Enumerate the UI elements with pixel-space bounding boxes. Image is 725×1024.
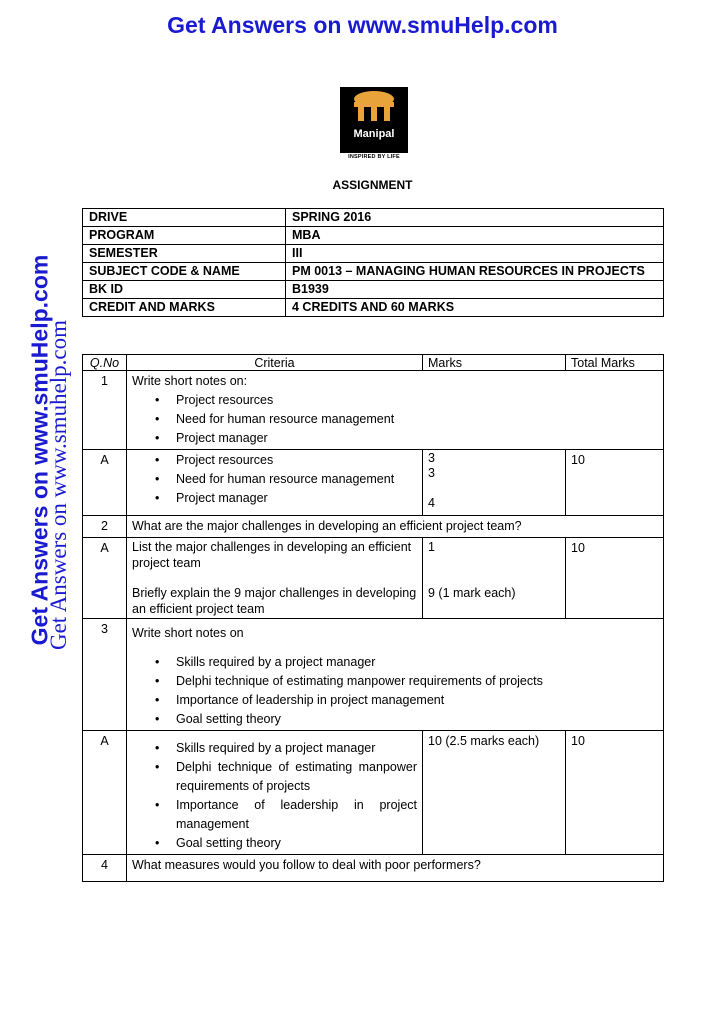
q-criteria xyxy=(127,731,423,855)
q-number: 4 xyxy=(83,855,127,882)
header-marks: Marks xyxy=(423,355,566,371)
info-row xyxy=(83,209,664,227)
q-intro: Write short notes on xyxy=(132,626,244,640)
list-item: • Project resources xyxy=(176,391,658,410)
table-row-q4 xyxy=(83,855,664,882)
list-item: • Project manager xyxy=(176,429,658,448)
table-row-a1 xyxy=(83,450,664,516)
total-marks-cell: 10 xyxy=(566,450,664,516)
info-label: SEMESTER xyxy=(83,245,286,263)
table-row-a3 xyxy=(83,731,664,855)
criteria-part: Briefly explain the 9 major challenges in developing an efficient project team xyxy=(132,586,417,616)
marks-cell xyxy=(423,538,566,619)
bullet-list xyxy=(132,739,417,853)
info-label: SUBJECT CODE & NAME xyxy=(83,263,286,281)
list-item: • Need for human resource management xyxy=(176,410,658,429)
marks-value: 3 xyxy=(428,451,435,465)
q-number: A xyxy=(83,731,127,855)
info-value: SPRING 2016 xyxy=(286,209,664,227)
bullet-list xyxy=(132,653,658,729)
marks-cell xyxy=(423,450,566,516)
q-number: 3 xyxy=(83,619,127,731)
q-number: A xyxy=(83,450,127,516)
list-item: • Skills required by a project manager xyxy=(176,653,658,672)
list-item: • Project manager xyxy=(176,489,417,508)
list-item: • Project resources xyxy=(176,451,417,470)
info-value: MBA xyxy=(286,227,664,245)
info-label: BK ID xyxy=(83,281,286,299)
q-criteria xyxy=(127,371,664,450)
info-row xyxy=(83,263,664,281)
info-value: B1939 xyxy=(286,281,664,299)
watermark-side-serif: Get Answers on www.smuhelp.com xyxy=(46,319,71,651)
q-number: A xyxy=(83,538,127,619)
info-value: 4 CREDITS AND 60 MARKS xyxy=(286,299,664,317)
header-total-marks: Total Marks xyxy=(566,355,664,371)
list-item: • Importance of leadership in project management xyxy=(176,796,417,834)
info-label: CREDIT AND MARKS xyxy=(83,299,286,317)
table-row-q1 xyxy=(83,371,664,450)
questions-table xyxy=(82,354,664,882)
logo-tagline: INSPIRED BY LIFE xyxy=(348,154,400,160)
header-criteria: Criteria xyxy=(127,355,423,371)
q-criteria: What measures would you follow to deal with poor performers? xyxy=(127,855,664,882)
watermark-top: Get Answers on www.smuHelp.com xyxy=(167,12,558,38)
list-item: • Goal setting theory xyxy=(176,710,658,729)
info-value: III xyxy=(286,245,664,263)
q-criteria xyxy=(127,619,664,731)
marks-value: 3 xyxy=(428,466,435,480)
list-item: • Skills required by a project manager xyxy=(176,739,417,758)
info-row xyxy=(83,281,664,299)
info-table xyxy=(82,208,664,317)
manipal-logo xyxy=(340,87,408,163)
watermark-side-bold: Get Answers on www.smuHelp.com xyxy=(26,254,53,646)
list-item: • Importance of leadership in project management xyxy=(176,691,658,710)
bullet-list xyxy=(132,391,658,448)
q-criteria: What are the major challenges in developing an efficient project team? xyxy=(127,516,664,538)
logo-emblem-icon xyxy=(340,87,408,127)
table-row-q3 xyxy=(83,619,664,731)
bullet-list xyxy=(132,451,417,514)
list-item: • Goal setting theory xyxy=(176,834,417,853)
table-row-a2 xyxy=(83,538,664,619)
criteria-part: List the major challenges in developing an efficient project team xyxy=(132,540,412,570)
list-item: • Delphi technique of estimating manpower requirements of projects xyxy=(176,758,417,796)
marks-cell: 10 (2.5 marks each) xyxy=(423,731,566,855)
table-row-q2 xyxy=(83,516,664,538)
list-item: • Need for human resource management xyxy=(176,470,417,489)
q-number: 2 xyxy=(83,516,127,538)
info-label: PROGRAM xyxy=(83,227,286,245)
q-intro: Write short notes on: xyxy=(132,374,248,388)
total-marks-cell: 10 xyxy=(566,731,664,855)
marks-value: 1 xyxy=(428,540,435,554)
logo-name: Manipal xyxy=(353,128,395,140)
q-criteria xyxy=(127,538,423,619)
marks-value: 9 (1 mark each) xyxy=(428,586,516,600)
q-number: 1 xyxy=(83,371,127,450)
page-title: ASSIGNMENT xyxy=(332,178,413,192)
info-label: DRIVE xyxy=(83,209,286,227)
info-row xyxy=(83,245,664,263)
header-qno: Q.No xyxy=(83,355,127,371)
info-row xyxy=(83,227,664,245)
info-value: PM 0013 – MANAGING HUMAN RESOURCES IN PROJECTS xyxy=(286,263,664,281)
total-marks-cell: 10 xyxy=(566,538,664,619)
list-item: • Delphi technique of estimating manpower requirements of projects xyxy=(176,672,658,691)
q-criteria xyxy=(127,450,423,516)
marks-value: 4 xyxy=(428,496,435,510)
table-header-row xyxy=(83,355,664,371)
info-row xyxy=(83,299,664,317)
